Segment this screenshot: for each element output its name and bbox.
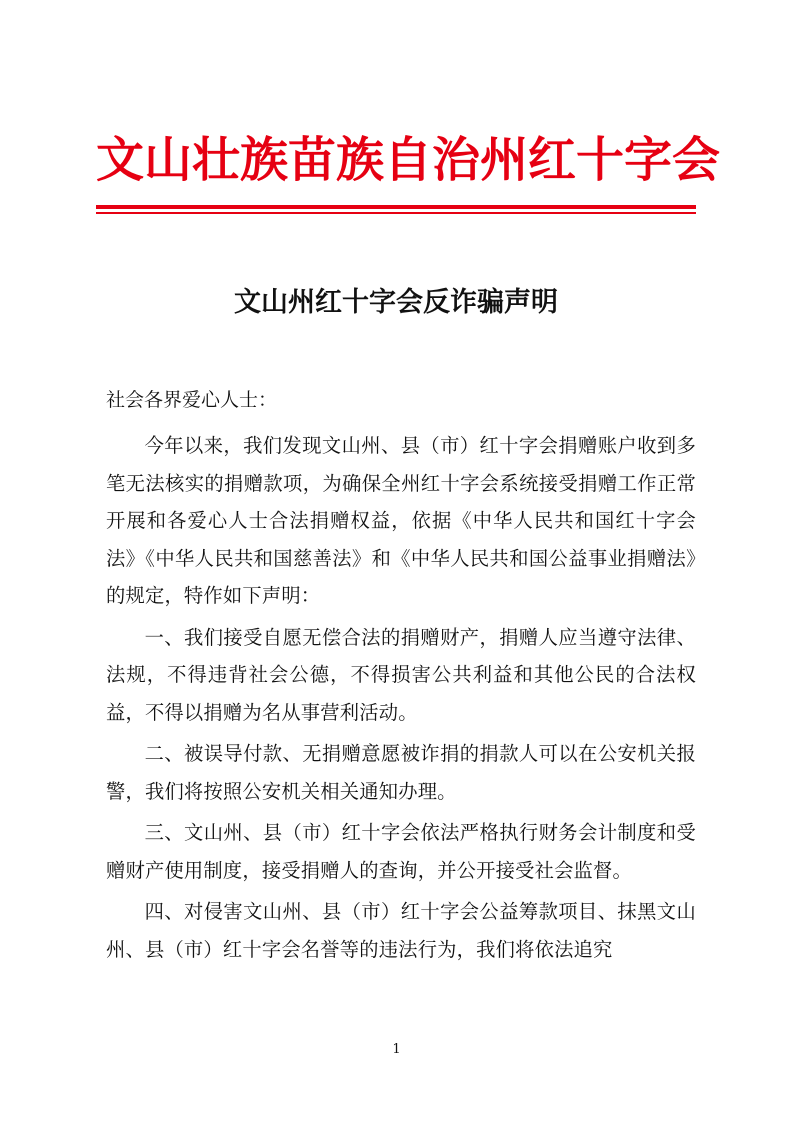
masthead-rule-thick [96,205,696,209]
document-body [106,382,696,972]
document-title: 文山州红十字会反诈骗声明 [234,287,558,318]
page-number: 1 [392,1042,401,1057]
paragraph-clause-3: 三、文山州、县（市）红十字会依法严格执行财务会计制度和受赠财产使用制度，接受捐赠人的查询，并公开接受社会监督。 [106,821,696,882]
paragraph-intro: 今年以来，我们发现文山州、县（市）红十字会捐赠账户收到多笔无法核实的捐赠款项，为确保全州红十字会系统接受捐赠工作正常开展和各爱心人士合法捐赠权益，依据《中华人民共和国红十字会法》《中华人民共和国慈善法》和《中华人民共和国公益事业捐赠法》的规定，特作如下声明： [106,434,696,607]
masthead-rule-thin [96,212,696,214]
salutation: 社会各界爱心人士： [106,389,278,411]
paragraph-clause-1: 一、我们接受自愿无偿合法的捐赠财产，捐赠人应当遵守法律、法规，不得违背社会公德，不得损害公共利益和其他公民的合法权益，不得以捐赠为名从事营利活动。 [106,625,696,724]
paragraph-clause-2: 二、被误导付款、无捐赠意愿被诈捐的捐款人可以在公安机关报警，我们将按照公安机关相关通知办理。 [106,742,696,803]
paragraph-clause-4: 四、对侵害文山州、县（市）红十字会公益筹款项目、抹黑文山州、县（市）红十字会名誉等的违法行为，我们将依法追究 [106,900,696,961]
masthead-organization-name: 文山壮族苗族自治州红十字会 [96,132,721,188]
